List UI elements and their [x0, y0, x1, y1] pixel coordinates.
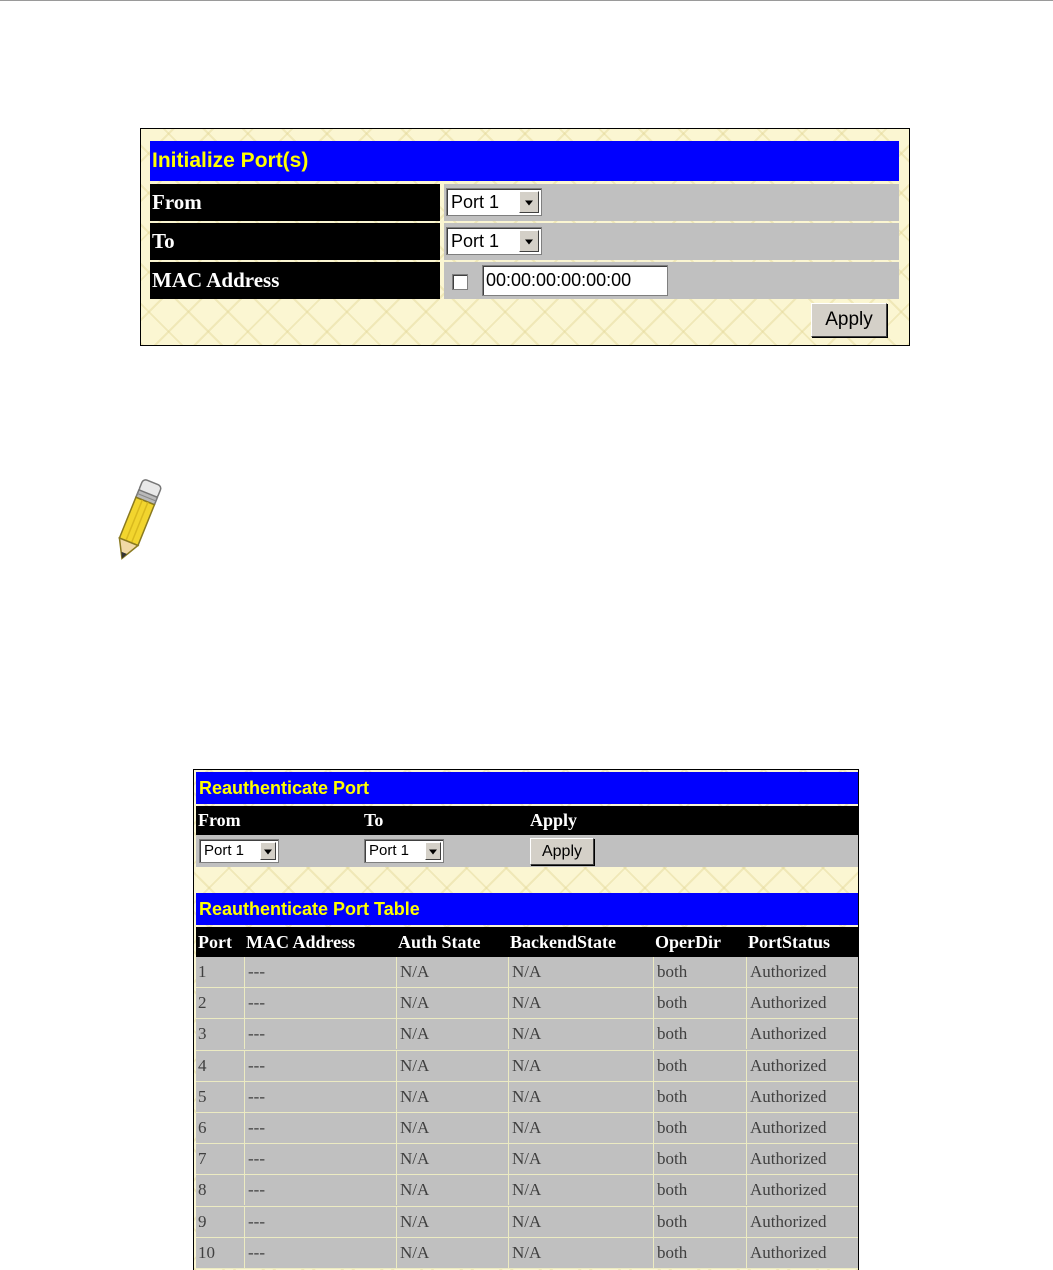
initialize-ports-panel	[140, 128, 910, 346]
cell-mac-address: ---	[244, 1144, 396, 1174]
panel-spacer	[196, 867, 858, 892]
to-port-select-value: Port 1	[451, 231, 500, 251]
cell-oper-dir: both	[653, 1051, 746, 1081]
cell-mac-address: ---	[244, 988, 396, 1018]
chevron-down-icon[interactable]	[425, 842, 441, 860]
cell-mac-address: ---	[244, 1082, 396, 1112]
cell-mac-address: ---	[244, 1113, 396, 1143]
cell-oper-dir: both	[653, 1082, 746, 1112]
reauth-from-port-select[interactable]	[199, 839, 279, 863]
col-header-backend-state: BackendState	[510, 932, 617, 952]
cell-oper-dir: both	[653, 1175, 746, 1205]
cell-auth-state: N/A	[396, 1082, 508, 1112]
mac-address-value-cell	[444, 262, 899, 299]
cell-port-status: Authorized	[746, 1238, 858, 1268]
cell-backend-state: N/A	[508, 1238, 653, 1268]
cell-auth-state: N/A	[396, 1175, 508, 1205]
cell-port: 4	[198, 1055, 207, 1075]
cell-mac-address: ---	[244, 1175, 396, 1205]
chevron-down-icon[interactable]	[519, 191, 539, 213]
cell-auth-state: N/A	[396, 957, 508, 987]
cell-port-status: Authorized	[746, 1144, 858, 1174]
col-header-port: Port	[198, 932, 232, 952]
cell-port: 3	[198, 1024, 207, 1044]
cell-backend-state: N/A	[508, 1175, 653, 1205]
cell-port-status: Authorized	[746, 1082, 858, 1112]
cell-port: 8	[198, 1180, 207, 1200]
cell-port-status: Authorized	[746, 988, 858, 1018]
cell-port-status: Authorized	[746, 1051, 858, 1081]
reauth-apply-header: Apply	[530, 810, 578, 830]
table-row	[196, 1238, 858, 1269]
cell-port: 1	[198, 962, 207, 981]
reauth-to-port-select[interactable]	[364, 839, 444, 863]
from-label: From	[150, 184, 440, 221]
cell-oper-dir: both	[653, 1144, 746, 1174]
cell-oper-dir: both	[653, 1019, 746, 1049]
from-value-cell	[444, 184, 899, 221]
chevron-down-icon[interactable]	[260, 842, 276, 860]
col-header-oper-dir: OperDir	[655, 932, 721, 952]
table-row	[196, 1207, 858, 1238]
initialize-ports-title: Initialize Port(s)	[150, 141, 899, 181]
reauthenticate-form-row	[196, 835, 858, 867]
cell-port: 7	[198, 1149, 207, 1169]
col-header-mac-address: MAC Address	[246, 932, 356, 952]
table-row	[196, 1051, 858, 1082]
cell-mac-address: ---	[244, 957, 396, 987]
cell-mac-address: ---	[244, 1207, 396, 1237]
cell-oper-dir: both	[653, 957, 746, 987]
cell-mac-address: ---	[244, 1019, 396, 1049]
chevron-down-icon[interactable]	[519, 230, 539, 252]
cell-auth-state: N/A	[396, 1113, 508, 1143]
cell-backend-state: N/A	[508, 1051, 653, 1081]
reauthenticate-apply-button[interactable]: Apply	[530, 838, 594, 865]
col-header-port-status: PortStatus	[748, 932, 830, 952]
reauthenticate-title: Reauthenticate Port	[196, 772, 858, 804]
cell-port-status: Authorized	[746, 1207, 858, 1237]
page-top-divider	[0, 0, 1053, 1]
cell-auth-state: N/A	[396, 988, 508, 1018]
cell-backend-state: N/A	[508, 1082, 653, 1112]
cell-port-status: Authorized	[746, 1113, 858, 1143]
cell-auth-state: N/A	[396, 1019, 508, 1049]
cell-oper-dir: both	[653, 988, 746, 1018]
table-row	[196, 1082, 858, 1113]
mac-address-row	[150, 262, 899, 299]
cell-auth-state: N/A	[396, 1238, 508, 1268]
initialize-apply-button[interactable]: Apply	[811, 303, 887, 337]
table-row	[196, 1144, 858, 1175]
table-row	[196, 1113, 858, 1144]
reauth-to-port-select-value: Port 1	[369, 842, 410, 859]
reauthenticate-table-title: Reauthenticate Port Table	[196, 893, 858, 925]
reauthenticate-panel	[193, 769, 859, 1270]
mac-address-checkbox[interactable]	[452, 274, 468, 290]
to-value-cell	[444, 223, 899, 260]
cell-port: 6	[198, 1117, 207, 1137]
cell-backend-state: N/A	[508, 988, 653, 1018]
table-row	[196, 988, 858, 1019]
cell-auth-state: N/A	[396, 1051, 508, 1081]
reauth-table-body	[196, 957, 858, 1269]
cell-oper-dir: both	[653, 1207, 746, 1237]
cell-auth-state: N/A	[396, 1144, 508, 1174]
mac-address-input[interactable]: 00:00:00:00:00:00	[482, 265, 668, 296]
cell-port-status: Authorized	[746, 1175, 858, 1205]
cell-port: 9	[198, 1211, 207, 1231]
cell-auth-state: N/A	[396, 1207, 508, 1237]
initialize-ports-footer	[150, 301, 899, 339]
to-row	[150, 223, 899, 260]
reauth-table-header	[196, 927, 858, 957]
cell-oper-dir: both	[653, 1238, 746, 1268]
col-header-auth-state: Auth State	[398, 932, 481, 952]
cell-mac-address: ---	[244, 1238, 396, 1268]
reauth-to-header: To	[364, 810, 384, 830]
pencil-icon	[100, 475, 172, 567]
table-row	[196, 957, 858, 988]
cell-backend-state: N/A	[508, 957, 653, 987]
from-row	[150, 184, 899, 221]
cell-port: 2	[198, 993, 207, 1013]
from-port-select-value: Port 1	[451, 192, 500, 212]
cell-port-status: Authorized	[746, 1019, 858, 1049]
cell-backend-state: N/A	[508, 1019, 653, 1049]
table-row	[196, 1175, 858, 1206]
cell-port-status: Authorized	[746, 957, 858, 987]
reauth-from-port-select-value: Port 1	[204, 842, 245, 859]
cell-port: 5	[198, 1086, 207, 1106]
cell-backend-state: N/A	[508, 1113, 653, 1143]
to-port-select[interactable]	[446, 227, 542, 255]
table-row	[196, 1019, 858, 1050]
mac-address-label: MAC Address	[150, 262, 440, 299]
cell-oper-dir: both	[653, 1113, 746, 1143]
cell-port: 10	[198, 1242, 215, 1262]
to-label: To	[150, 223, 440, 260]
cell-backend-state: N/A	[508, 1207, 653, 1237]
cell-backend-state: N/A	[508, 1144, 653, 1174]
cell-mac-address: ---	[244, 1051, 396, 1081]
reauthenticate-header-row	[196, 806, 858, 835]
from-port-select[interactable]	[446, 188, 542, 216]
reauth-from-header: From	[198, 810, 241, 830]
